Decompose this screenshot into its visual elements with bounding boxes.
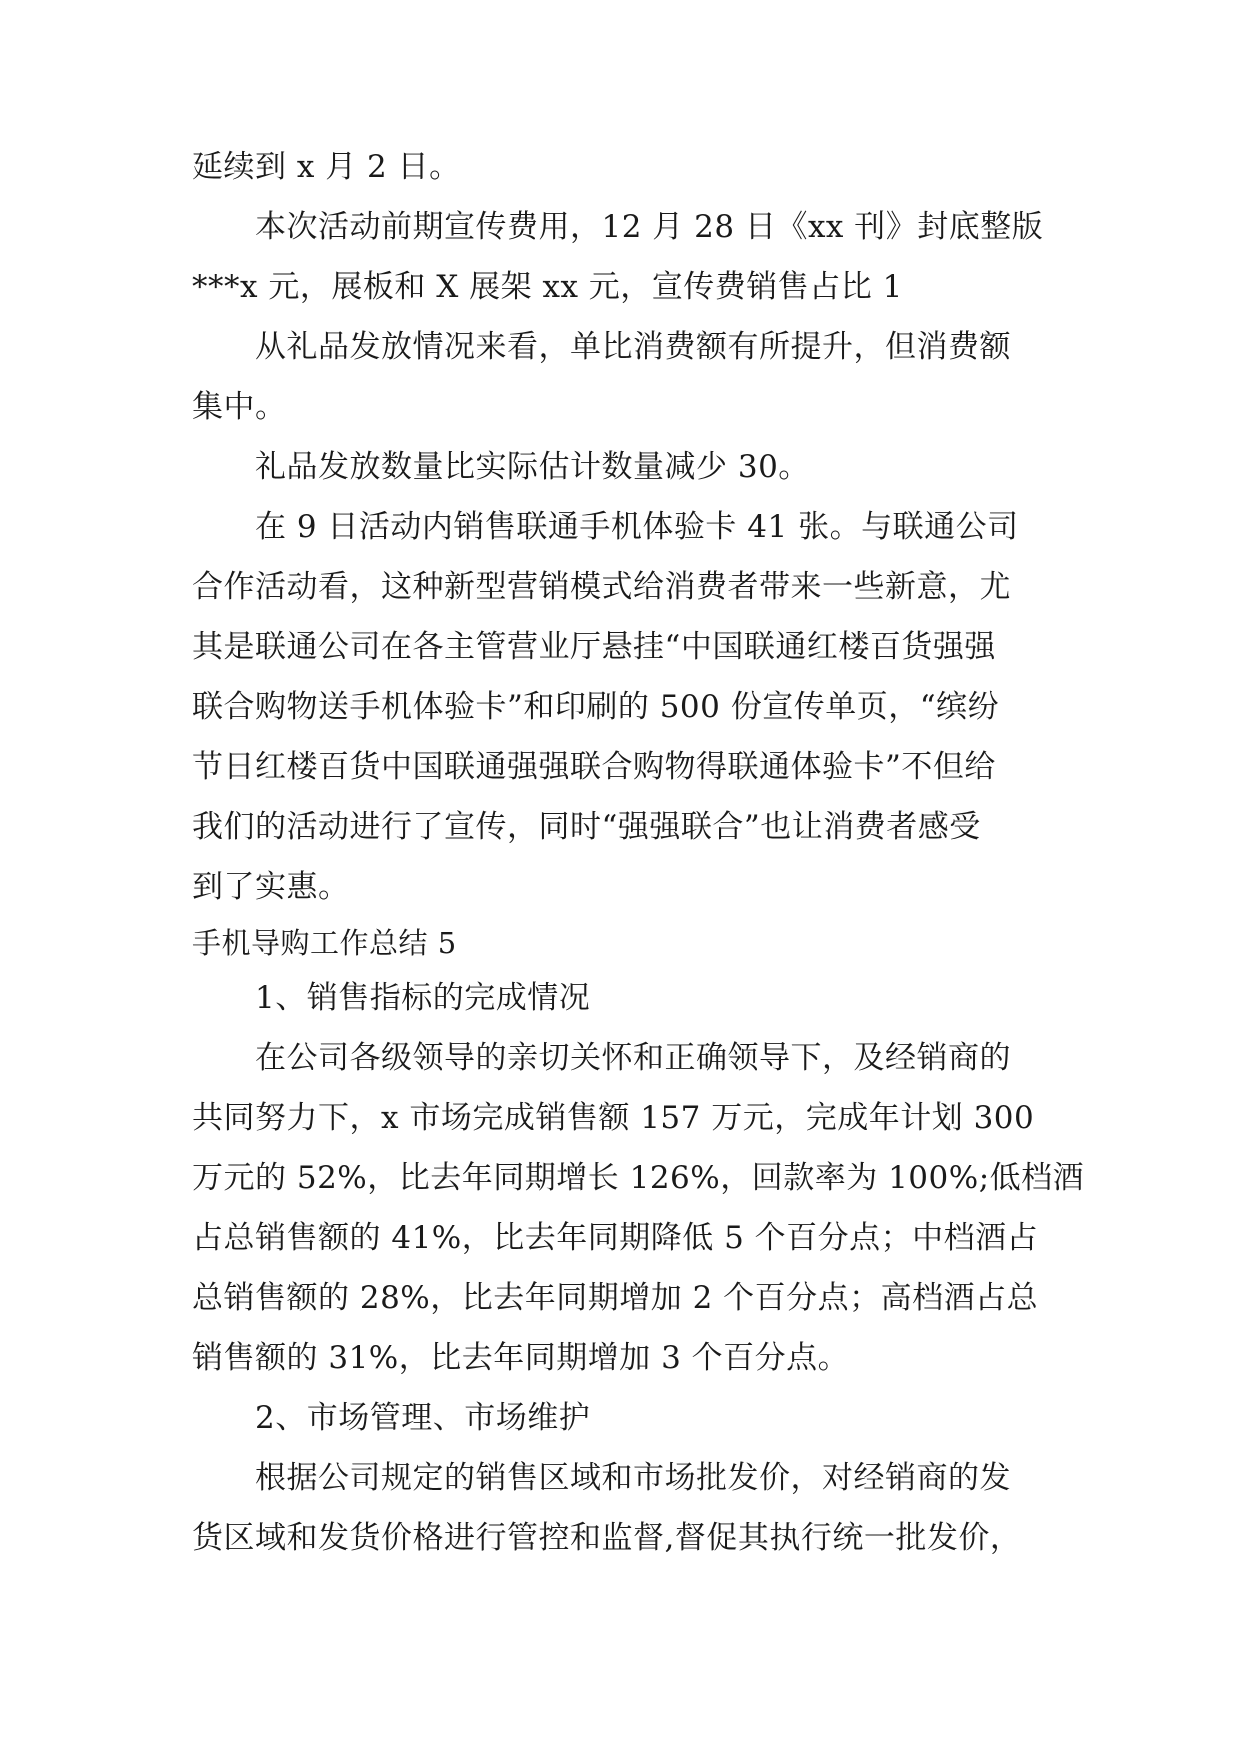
text-line: 到了实惠。 <box>192 869 350 905</box>
text-line: 货区域和发货价格进行管控和监督,督促其执行统一批发价， <box>192 1520 1022 1556</box>
text-line: 延续到 x 月 2 日。 <box>192 149 461 185</box>
text-line: ***x 元，展板和 X 展架 xx 元，宣传费销售占比 1 <box>192 269 903 305</box>
paragraph-line: 从礼品发放情况来看，单比消费额有所提升，但消费额 <box>255 329 1011 365</box>
text-line: 共同努力下，x 市场完成销售额 157 万元，完成年计划 300 <box>192 1100 1035 1136</box>
paragraph-line: 根据公司规定的销售区域和市场批发价，对经销商的发 <box>255 1460 1011 1496</box>
subheading: 2、市场管理、市场维护 <box>255 1400 591 1436</box>
text-line: 万元的 52%，比去年同期增长 126%，回款率为 100%;低档酒 <box>192 1160 1085 1196</box>
text-line: 其是联通公司在各主管营业厅悬挂“中国联通红楼百货强强 <box>192 629 996 665</box>
text-line: 集中。 <box>192 389 287 425</box>
paragraph-line: 在公司各级领导的亲切关怀和正确领导下，及经销商的 <box>255 1040 1011 1076</box>
subheading: 1、销售指标的完成情况 <box>255 980 591 1016</box>
text-line: 占总销售额的 41%，比去年同期降低 5 个百分点；中档酒占 <box>192 1220 1039 1256</box>
text-line: 节日红楼百货中国联通强强联合购物得联通体验卡”不但给 <box>192 749 996 785</box>
paragraph-line: 礼品发放数量比实际估计数量减少 30。 <box>255 449 810 485</box>
text-line: 总销售额的 28%，比去年同期增加 2 个百分点；高档酒占总 <box>192 1280 1039 1316</box>
text-line: 销售额的 31%，比去年同期增加 3 个百分点。 <box>192 1340 850 1376</box>
paragraph-line: 本次活动前期宣传费用，12 月 28 日《xx 刊》封底整版 <box>255 209 1044 245</box>
text-line: 我们的活动进行了宣传，同时“强强联合”也让消费者感受 <box>192 809 981 845</box>
text-line: 联合购物送手机体验卡”和印刷的 500 份宣传单页，“缤纷 <box>192 689 1000 725</box>
paragraph-line: 在 9 日活动内销售联通手机体验卡 41 张。与联通公司 <box>255 509 1019 545</box>
text-line: 合作活动看，这种新型营销模式给消费者带来一些新意，尤 <box>192 569 1011 605</box>
section-heading: 手机导购工作总结 5 <box>192 926 457 960</box>
